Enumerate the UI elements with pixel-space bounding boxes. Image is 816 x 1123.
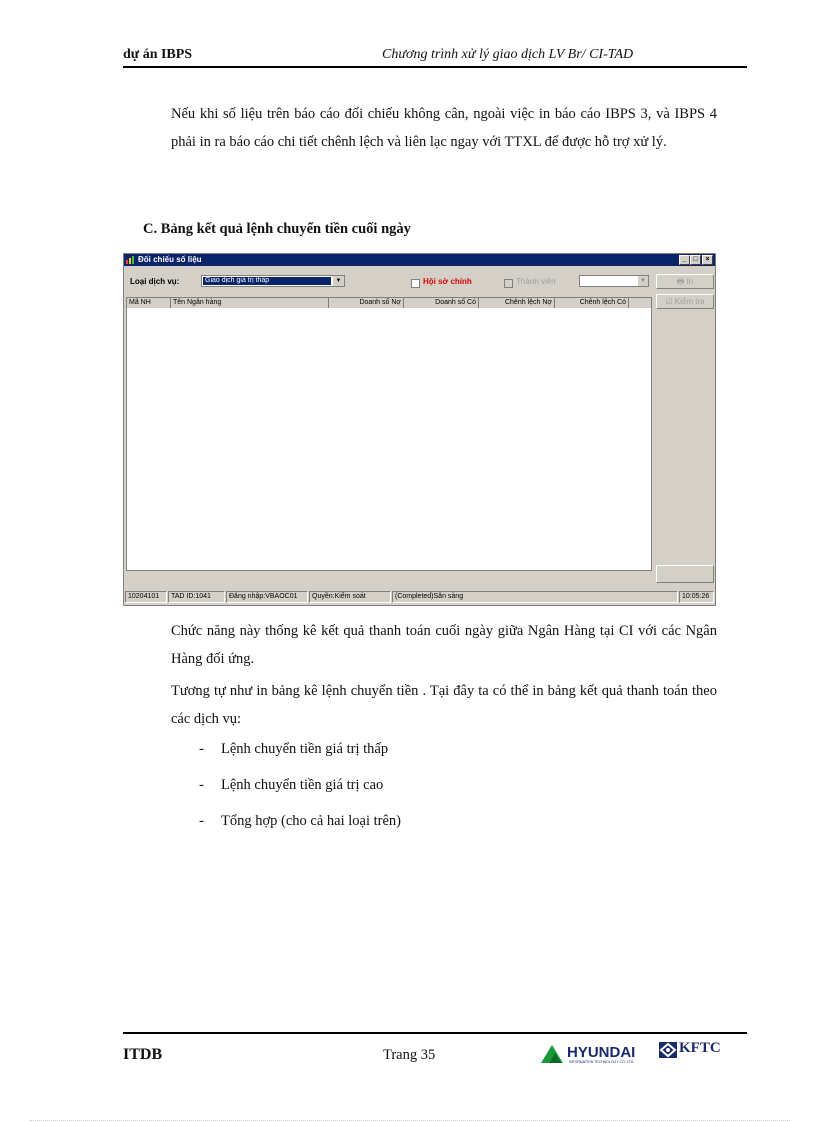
footer-org: ITDB [123,1046,163,1063]
bullet-dash: - [199,813,204,829]
minimize-icon: _ [682,256,687,263]
section-title: C. Bảng kết quả lệnh chuyển tiền cuối ngày [143,221,411,237]
check-button[interactable]: ☑ Kiểm tra [656,294,714,309]
svg-text:INFORMATION TECHNOLOGY CO.,LTD: INFORMATION TECHNOLOGY CO.,LTD. [569,1060,635,1064]
member-select[interactable] [579,275,649,287]
print-button[interactable]: 🖶 In [656,274,714,289]
service-type-select[interactable] [201,275,345,287]
paragraph-reconcile: Nếu khi số liệu trên báo cáo đối chiếu không cân, ngoài việc in báo cáo IBPS 3, và IBPS 4 phải in ra báo cáo chi tiết chênh lệch và liên lạc ngay với TTXL để được hỗ trợ xử lý. [171,106,717,150]
chevron-down-icon[interactable]: ▼ [332,276,344,286]
head-office-checkbox[interactable] [411,279,420,288]
printer-icon: 🖶 [676,277,685,286]
window-title: Đối chiếu số liệu [138,255,202,264]
col-credit-diff[interactable]: Chênh lệch Có [555,298,629,308]
reconcile-window [123,253,716,606]
page-number: Trang 35 [383,1047,436,1063]
grid-header [127,298,651,308]
hyundai-logo [541,1041,653,1065]
chevron-down-icon[interactable]: ▼ [638,276,648,286]
header-rule [123,66,747,68]
bullet-dash: - [199,741,204,757]
col-debit-total[interactable]: Doanh số Nợ [329,298,404,308]
status-bank-id: 10204101 [125,591,167,603]
status-role: Quyền:Kiểm soát [309,591,391,603]
check-icon: ☑ [665,297,673,306]
window-titlebar [124,254,715,266]
page-edge [30,1120,790,1121]
service-type-value: Giao dịch giá trị thấp [203,277,331,285]
kftc-emblem-icon [659,1042,677,1058]
col-bank-code[interactable]: Mã NH [127,298,171,308]
minimize-button[interactable] [679,255,690,265]
maximize-icon: □ [693,256,698,263]
member-checkbox[interactable] [504,279,513,288]
close-button[interactable] [702,255,713,265]
blank-button[interactable] [656,565,714,583]
close-icon: × [705,256,710,263]
paragraph-services: Tương tự như in bảng kê lệnh chuyển tiền . Tại đây ta có thể in bảng kết quả thanh toán theo các dịch vụ: [171,683,717,727]
member-label: Thành viên [516,277,556,286]
status-state: (Completed)Sẵn sàng [392,591,678,603]
svg-text:HYUNDAI: HYUNDAI [567,1044,636,1061]
bullet-dash: - [199,777,204,793]
status-bar [124,590,715,604]
col-bank-name[interactable]: Tên Ngân hàng [171,298,329,308]
service-type-label: Loại dịch vụ: [130,277,180,286]
status-login: Đăng nhập:VBAOC01 [226,591,308,603]
status-tad-id: TAD ID:1041 [168,591,225,603]
head-office-label: Hội sở chính [423,277,472,286]
kftc-logo-text: KFTC [679,1040,721,1056]
col-credit-total[interactable]: Doanh số Có [404,298,479,308]
paragraph-function: Chức năng này thống kê kết quả thanh toán cuối ngày giữa Ngân Hàng tại CI với các Ngân Hàng đối ứng. [171,623,717,667]
footer-rule [123,1032,747,1034]
action-panel [654,268,714,588]
results-grid[interactable] [126,297,652,571]
col-debit-diff[interactable]: Chênh lệch Nợ [479,298,555,308]
header-program: Chương trình xử lý giao dịch LV Br/ CI-TAD [382,47,634,62]
status-time: 10:05:26 [679,591,714,603]
maximize-button[interactable] [690,255,701,265]
header-project: dự án IBPS [123,47,193,62]
chart-icon [126,256,135,264]
